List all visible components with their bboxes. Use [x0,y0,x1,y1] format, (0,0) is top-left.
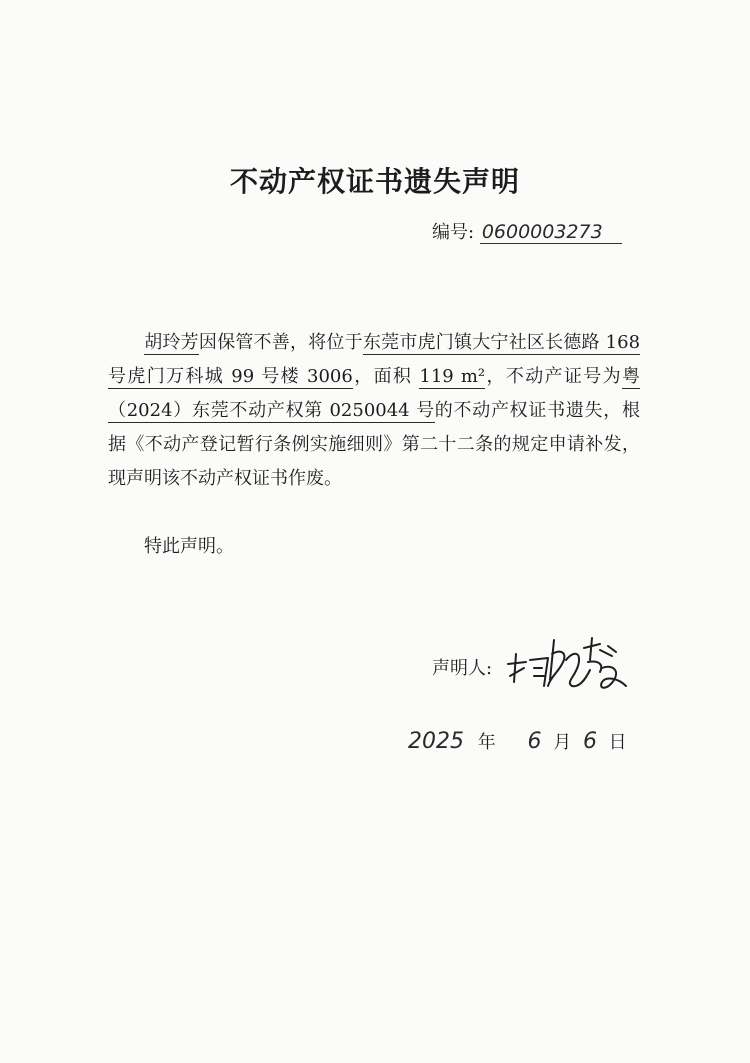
declarant-label: 声明人: [432,658,493,679]
property-area: 119 m² [419,366,486,387]
handwritten-signature [504,620,634,700]
closing-statement: 特此声明。 [144,536,234,557]
date-year-unit: 年 [477,732,496,753]
property-address: 东莞市虎门镇大宁社区长德路 168 号虎门万科城 99 号楼 3006 [108,332,641,387]
body-text-2: ，面积 [352,366,420,387]
date-year: 2025 [408,729,464,754]
declarant-line [432,654,492,680]
body-text-4: 的不动产权证书遗失，根据《不动产登记暂行条例实施细则》第二十二条的规定申请补发，现声明该不动产权证书作废。 [108,400,641,489]
date-month: 6 [527,729,542,754]
statement-body [108,326,640,496]
document-title: 不动产权证书遗失声明 [229,165,520,198]
declarant-name: 胡玲芳 [144,332,199,353]
number-value: 0600003273 [480,221,622,244]
certificate-number: 粤（2024）东莞不动产权第 0250044 号 [108,366,640,421]
body-text-1: 因保管不善，将位于 [198,332,363,353]
statement-date [408,728,627,754]
body-text-3: ，不动产证号为 [485,366,622,387]
date-day-unit: 日 [608,732,627,753]
number-label: 编号: [432,222,475,243]
document-number-line [432,218,622,246]
date-month-unit: 月 [553,732,572,753]
date-day: 6 [582,729,597,754]
